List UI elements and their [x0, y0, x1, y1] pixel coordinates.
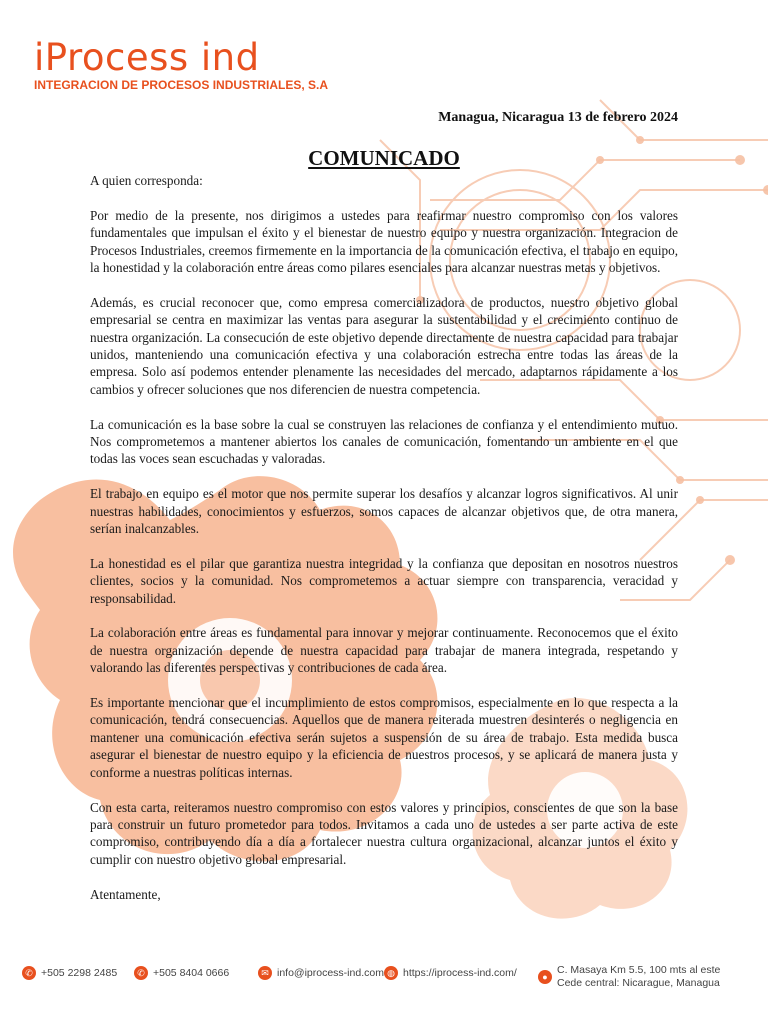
website-text[interactable]: https://iprocess-ind.com/: [403, 967, 517, 979]
logo-wordmark: iProcess ind: [34, 36, 260, 79]
footer-website[interactable]: [384, 966, 517, 980]
logo-tagline: INTEGRACION DE PROCESOS INDUSTRIALES, S.A: [34, 78, 329, 92]
footer-phone-1: [22, 966, 117, 980]
paragraph: El trabajo en equipo es el motor que nos permite superar los desafíos y alcanzar logros significativos. Al unir nuestras habilidades, conocimientos y esfuerzos, somos capaces de alcanzar objetivos que, de otra manera, serían inalcanzables.: [90, 486, 678, 537]
greeting: A quien corresponda:: [90, 173, 203, 188]
contact-footer: [22, 964, 742, 994]
paragraph: Además, es crucial reconocer que, como empresa comercializadora de productos, nuestro objetivo global empresarial se centra en maximizar las ventas para asegurar la sustentabilidad y el crecimiento continuo de nuestra organización. La consecución de este objetivo depende directamente de nuestra capacidad para trabajar unidos, manteniendo una comunicación efectiva y una colaboración estrecha entre todas las áreas de la empresa. Solo así podemos entender plenamente las necesidades del mercado, adaptarnos rápidamente a los cambios y ofrecer soluciones que nos diferencien de nuestra competencia.: [90, 294, 678, 397]
letter-date: Managua, Nicaragua 13 de febrero 2024: [438, 110, 678, 125]
paragraph: Con esta carta, reiteramos nuestro compromiso con estos valores y principios, conscientes de que son la base para construir un futuro prometedor para todos. Invitamos a cada uno de ustedes a ser parte activa de este compromiso, contribuyendo día a día a fortalecer nuestra cultura organizacional, alcanzar juntos el éxito y cumplir con nuestro objetivo global empresarial.: [90, 799, 678, 867]
footer-phone-2: [134, 966, 229, 980]
address-block: [557, 964, 720, 990]
location-icon: ●: [538, 970, 552, 984]
closing: Atentamente,: [90, 886, 161, 902]
address-line-1: C. Masaya Km 5.5, 100 mts al este: [557, 964, 721, 976]
paragraph: La colaboración entre áreas es fundamental para innovar y mejorar continuamente. Reconocemos que el éxito de nuestra organización depende de nuestra capacidad para trabajar de manera integrada, respetando y valorando las diferentes perspectivas y contribuciones de cada área.: [90, 625, 678, 676]
letter-body: [90, 172, 678, 920]
address-line-2: Cede central: Nicarague, Managua: [557, 977, 720, 989]
footer-email[interactable]: [258, 966, 384, 980]
whatsapp-icon: ✆: [134, 966, 148, 980]
email-icon: ✉: [258, 966, 272, 980]
paragraph: Por medio de la presente, nos dirigimos a ustedes para reafirmar nuestro compromiso con los valores fundamentales que impulsan el éxito y el bienestar de nuestro equipo y nuestra organización. Integracion de Procesos Industriales, creemos firmemente en la importancia de la comunicación efectiva, el trabajo en equipo, la honestidad y la colaboración entre áreas como pilares esenciales para alcanzar nuestras metas y objetivos.: [90, 207, 678, 276]
paragraph: La comunicación es la base sobre la cual se construyen las relaciones de confianza y el entendimiento mutuo. Nos comprometemos a mantener abiertos los canales de comunicación, fomentando un ambiente en el que todas las voces sean escuchadas y valoradas.: [90, 416, 678, 467]
paragraph: Es importante mencionar que el incumplimiento de estos compromisos, especialmente en lo que respecta a la comunicación, tendrá consecuencias. Aquellos que de manera reiterada muestren desinterés o negligencia en mantener una comunicación efectiva serán sujetos a suspensión de su área de trabajo. Esta medida busca asegurar el bienestar de nuestro equipo y la eficiencia de nuestros procesos, y se aplicará de manera justa y conforme a nuestras políticas internas.: [90, 695, 678, 780]
phone-1-text: +505 2298 2485: [41, 967, 118, 979]
letter-title: COMUNICADO: [308, 146, 460, 170]
company-logo: [34, 38, 328, 92]
globe-icon: ◍: [384, 966, 398, 980]
email-text[interactable]: info@iprocess-ind.com: [277, 967, 384, 979]
paragraph: La honestidad es el pilar que garantiza nuestra integridad y la confianza que depositan en nosotros nuestros clientes, socios y la comunidad. Nos comprometemos a actuar siempre con transparencia, veracidad y responsabilidad.: [90, 555, 678, 606]
footer-address: [538, 964, 720, 990]
phone-2-text: +505 8404 0666: [153, 967, 230, 979]
phone-icon: ✆: [22, 966, 36, 980]
